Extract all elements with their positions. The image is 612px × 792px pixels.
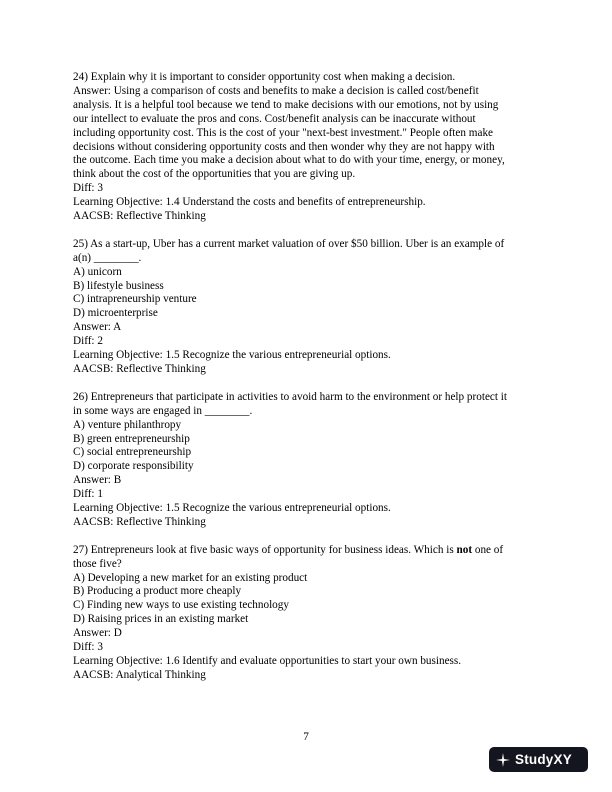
document-page (73, 71, 543, 697)
question-line: 24) Explain why it is important to consider opportunity cost when making a decision. (73, 71, 456, 83)
option-d: D) microenterprise (73, 307, 158, 320)
option-a: A) Developing a new market for an existing product (73, 571, 308, 584)
answer-line: decisions without considering opportunity costs and then wonder why they are not happy with (73, 140, 495, 153)
option-a: A) unicorn (73, 265, 122, 278)
brand-name (515, 752, 572, 767)
option-a: A) venture philanthropy (73, 418, 182, 431)
answer-line: our intellect to evaluate the pros and cons. Cost/benefit analysis can be inaccurate without (73, 112, 476, 125)
brand-name-accent: XY (553, 752, 572, 767)
learning-objective-line: Learning Objective: 1.5 Recognize the various entrepreneurial options. (73, 502, 391, 515)
option-c: C) social entrepreneurship (73, 446, 192, 459)
question-line: in some ways are engaged in ________. (73, 404, 253, 417)
question-line: 25) As a start-up, Uber has a current market valuation of over $50 billion. Uber is an example of (73, 237, 505, 250)
option-d: D) Raising prices in an existing market (73, 613, 249, 626)
learning-objective-line: Learning Objective: 1.6 Identify and evaluate opportunities to start your own business. (73, 655, 462, 668)
brand-name-main: Study (515, 752, 554, 767)
difficulty-line: Diff: 2 (73, 335, 103, 348)
answer-line: Answer: D (73, 627, 122, 640)
plus-sparkle-icon (496, 753, 510, 767)
answer-line: Answer: B (73, 474, 122, 487)
difficulty-line: Diff: 3 (73, 182, 103, 195)
question-text-after: one of (472, 543, 504, 556)
option-b: B) green entrepreneurship (73, 432, 190, 445)
page-number: 7 (303, 731, 309, 743)
studyxy-logo[interactable] (489, 747, 588, 772)
question-line: 26) Entrepreneurs that participate in activities to avoid harm to the environment or help protect it (73, 390, 507, 403)
learning-objective-line: Learning Objective: 1.4 Understand the costs and benefits of entrepreneurship. (73, 196, 426, 209)
question-line: those five? (73, 557, 122, 570)
answer-line: think about the cost of the opportunities that you are giving up. (73, 168, 356, 181)
question-emphasis: not (456, 543, 473, 556)
answer-line: including opportunity cost. This is the cost of your "next-best investment." People often make (73, 126, 494, 139)
question-24 (73, 71, 543, 224)
question-26 (73, 391, 543, 530)
question-text-before: 27) Entrepreneurs look at five basic ways of opportunity for business ideas. Which is (73, 543, 457, 556)
option-c: C) intrapreneurship venture (73, 293, 197, 306)
aacsb-line: AACSB: Reflective Thinking (73, 515, 206, 528)
learning-objective-line: Learning Objective: 1.5 Recognize the various entrepreneurial options. (73, 349, 391, 362)
answer-line: Answer: A (73, 321, 122, 334)
question-line (73, 544, 543, 558)
aacsb-line: AACSB: Reflective Thinking (73, 210, 206, 223)
difficulty-line: Diff: 3 (73, 641, 103, 654)
difficulty-line: Diff: 1 (73, 488, 103, 501)
answer-line: the outcome. Each time you make a decision about what to do with your time, energy, or money, (73, 154, 505, 167)
question-line: a(n) ________. (73, 251, 142, 264)
answer-line: Answer: Using a comparison of costs and benefits to make a decision is called cost/benefit (73, 84, 479, 97)
option-c: C) Finding new ways to use existing technology (73, 599, 289, 612)
question-27 (73, 544, 543, 683)
answer-line: analysis. It is a helpful tool because we tend to make decisions with our emotions, not by using (73, 98, 499, 111)
option-b: B) lifestyle business (73, 279, 164, 292)
question-25 (73, 238, 543, 377)
option-d: D) corporate responsibility (73, 460, 194, 473)
option-b: B) Producing a product more cheaply (73, 585, 242, 598)
aacsb-line: AACSB: Analytical Thinking (73, 668, 206, 681)
aacsb-line: AACSB: Reflective Thinking (73, 363, 206, 376)
